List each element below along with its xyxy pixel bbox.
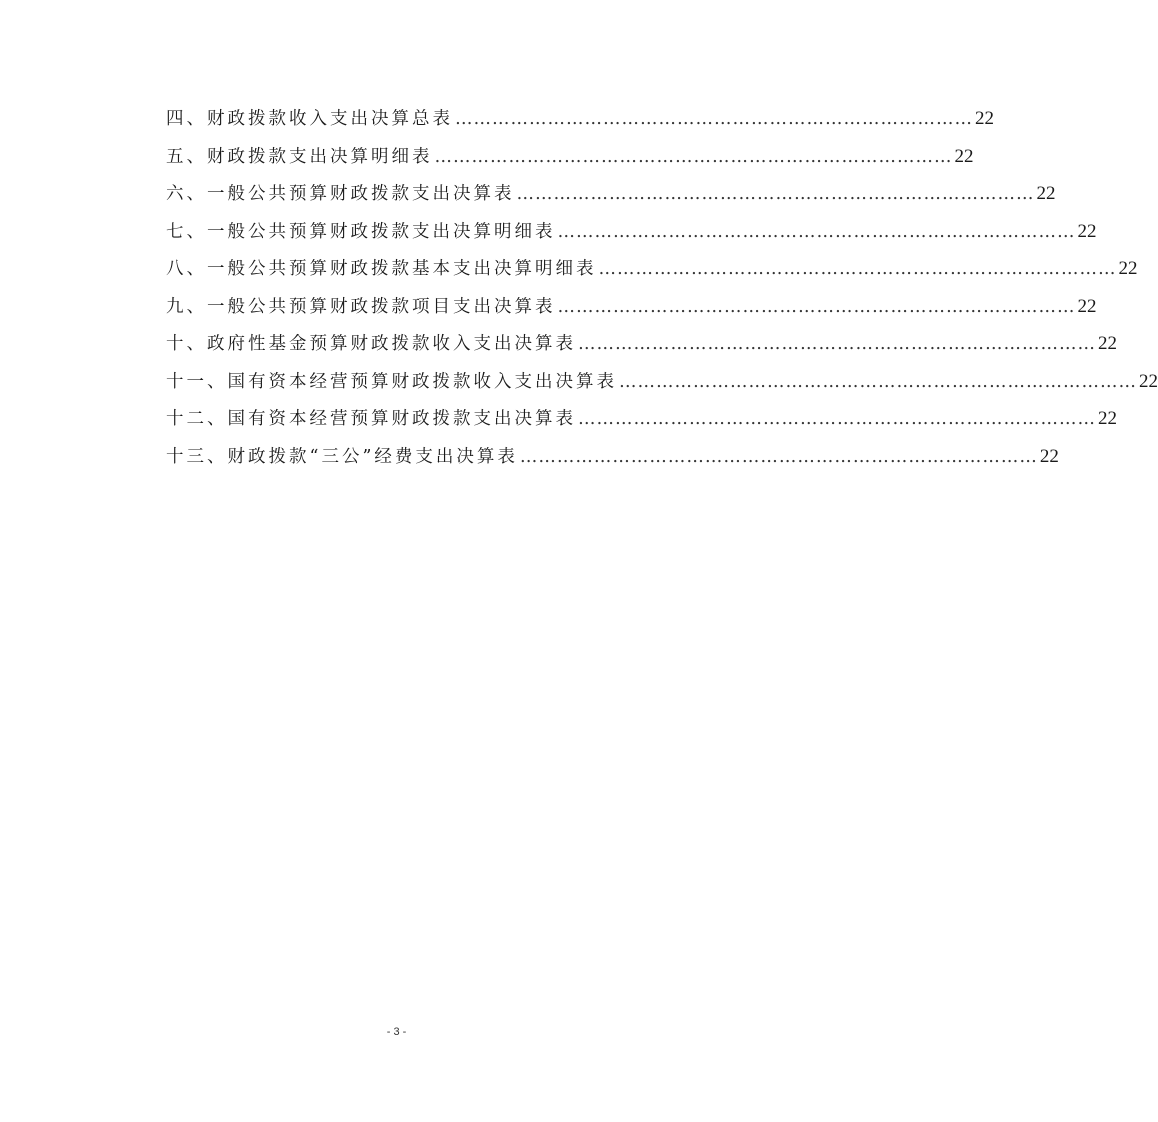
toc-entry[interactable] — [166, 288, 1097, 326]
toc-entry[interactable] — [166, 213, 1097, 251]
toc-leader-dots: ………………………………………………………………………… — [578, 334, 1096, 354]
toc-entry-page: 22 — [1139, 370, 1158, 392]
toc-entry-page: 22 — [975, 108, 994, 129]
toc-entry[interactable] — [166, 400, 1117, 438]
toc-entry-page: 22 — [1098, 408, 1117, 429]
toc-entry[interactable] — [166, 175, 1056, 213]
toc-entry-page: 22 — [1039, 445, 1059, 467]
toc-entry-page: 22 — [1118, 258, 1138, 279]
toc-entry[interactable] — [166, 250, 1138, 288]
table-of-contents — [166, 100, 1158, 475]
toc-leader-dots: ………………………………………………………………………… — [578, 409, 1096, 429]
toc-entry-title: 五、财政拨款支出决算明细表 — [166, 146, 433, 167]
toc-entry-title: 七、一般公共预算财政拨款支出决算明细表 — [166, 221, 556, 242]
toc-entry-title: 六、一般公共预算财政拨款支出决算表 — [166, 184, 515, 204]
toc-leader-dots: ………………………………………………………………………… — [434, 146, 953, 167]
toc-entry[interactable] — [166, 325, 1117, 363]
toc-leader-dots: ………………………………………………………………………… — [598, 259, 1117, 279]
toc-entry-page: 22 — [954, 145, 974, 167]
toc-entry-title: 十一、国有资本经营预算财政拨款收入支出决算表 — [166, 371, 617, 392]
toc-entry-title: 十三、财政拨款“三公”经费支出决算表 — [166, 446, 518, 467]
toc-leader-dots: ………………………………………………………………………… — [519, 446, 1038, 467]
toc-entry-page: 22 — [1098, 333, 1117, 354]
toc-entry-page: 22 — [1036, 183, 1056, 204]
toc-entry[interactable] — [166, 438, 1059, 476]
page-number: - 3 - — [386, 1026, 407, 1038]
toc-entry-page: 22 — [1077, 295, 1097, 317]
toc-entry-title: 十、政府性基金预算财政拨款收入支出决算表 — [166, 334, 576, 354]
toc-entry-title: 九、一般公共预算财政拨款项目支出决算表 — [166, 296, 556, 317]
toc-entry[interactable] — [166, 100, 994, 138]
toc-leader-dots: ………………………………………………………………………… — [455, 109, 973, 129]
toc-entry-title: 四、财政拨款收入支出决算总表 — [166, 109, 453, 129]
toc-entry[interactable] — [166, 138, 974, 176]
toc-entry-title: 十二、国有资本经营预算财政拨款支出决算表 — [166, 409, 576, 429]
toc-entry[interactable] — [166, 363, 1158, 401]
toc-leader-dots: ………………………………………………………………………… — [516, 184, 1035, 204]
toc-entry-title: 八、一般公共预算财政拨款基本支出决算明细表 — [166, 259, 597, 279]
toc-leader-dots: ………………………………………………………………………… — [557, 221, 1076, 242]
toc-leader-dots: ………………………………………………………………………… — [619, 371, 1137, 392]
toc-entry-page: 22 — [1077, 220, 1097, 242]
toc-leader-dots: ………………………………………………………………………… — [557, 296, 1076, 317]
